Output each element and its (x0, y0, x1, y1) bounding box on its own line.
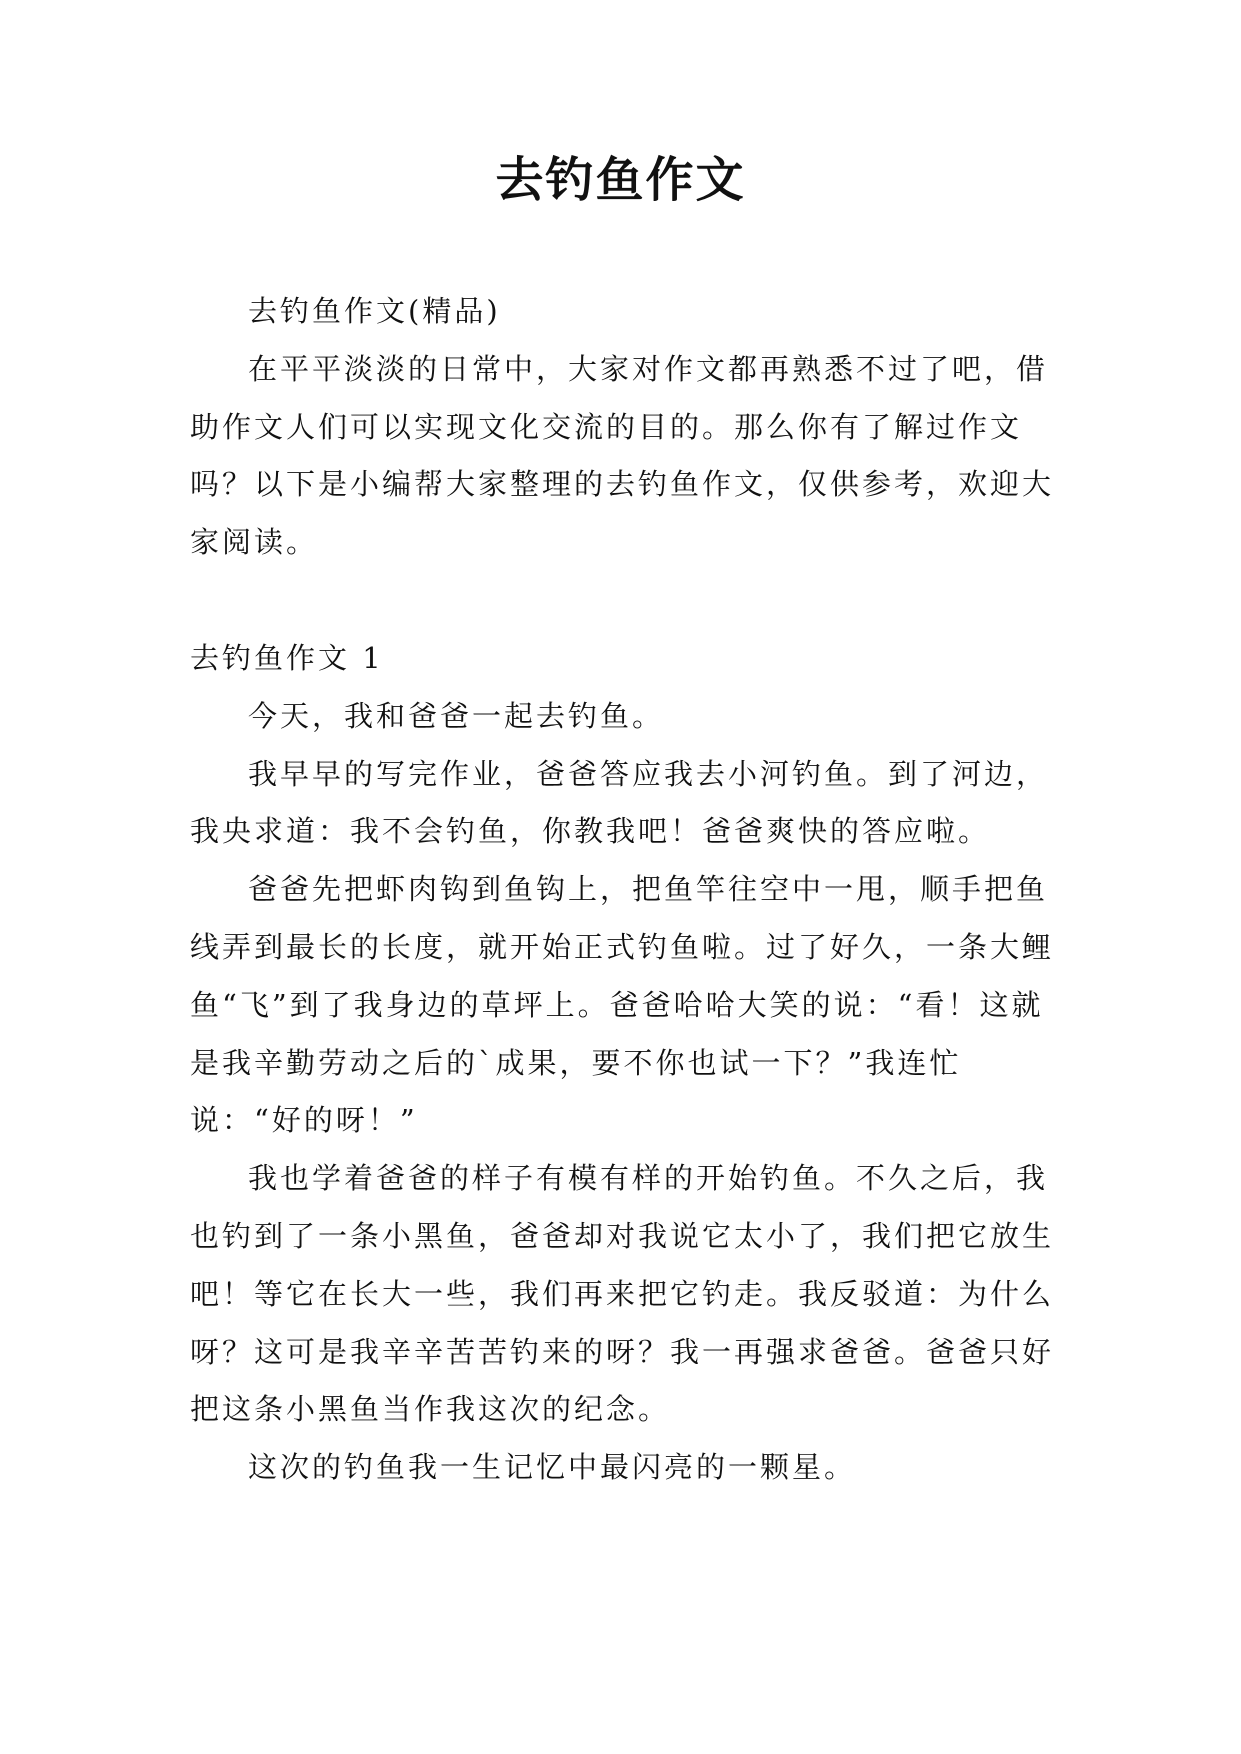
section-heading: 去钓鱼作文 1 (190, 640, 384, 675)
section-spacer (190, 572, 1070, 630)
document-body (190, 283, 1070, 1497)
body-paragraph: 我也学着爸爸的样子有模有样的开始钓鱼。不久之后，我也钓到了一条小黑鱼，爸爸却对我说它太小了，我们把它放生吧！等它在长大一些，我们再来把它钓走。我反驳道：为什么呀？这可是我辛辛苦苦钓来的呀？我一再强求爸爸。爸爸只好把这条小黑鱼当作我这次的纪念。 (190, 1161, 1055, 1427)
body-paragraph: 今天，我和爸爸一起去钓鱼。 (248, 698, 665, 733)
intro-paragraph: 在平平淡淡的日常中，大家对作文都再熟悉不过了吧，借助作文人们可以实现文化交流的目的。那么你有了解过作文吗？以下是小编帮大家整理的去钓鱼作文，仅供参考，欢迎大家阅读。 (190, 351, 1055, 560)
document-title: 去钓鱼作文 (495, 152, 746, 208)
body-paragraph: 我早早的写完作业，爸爸答应我去小河钓鱼。到了河边，我央求道：我不会钓鱼，你教我吧！爸爸爽快的答应啦。 (190, 756, 1049, 849)
body-paragraph: 这次的钓鱼我一生记忆中最闪亮的一颗星。 (248, 1450, 857, 1485)
document-subtitle: 去钓鱼作文(精品) (248, 294, 501, 328)
body-paragraph: 爸爸先把虾肉钩到鱼钩上，把鱼竿往空中一甩，顺手把鱼线弄到最长的长度，就开始正式钓鱼啦。过了好久，一条大鲤鱼“飞”到了我身边的草坪上。爸爸哈哈大笑的说：“看！这就是我辛勤劳动之后的`成果，要不你也试一下？”我连忙说：“好的呀！” (190, 872, 1055, 1138)
